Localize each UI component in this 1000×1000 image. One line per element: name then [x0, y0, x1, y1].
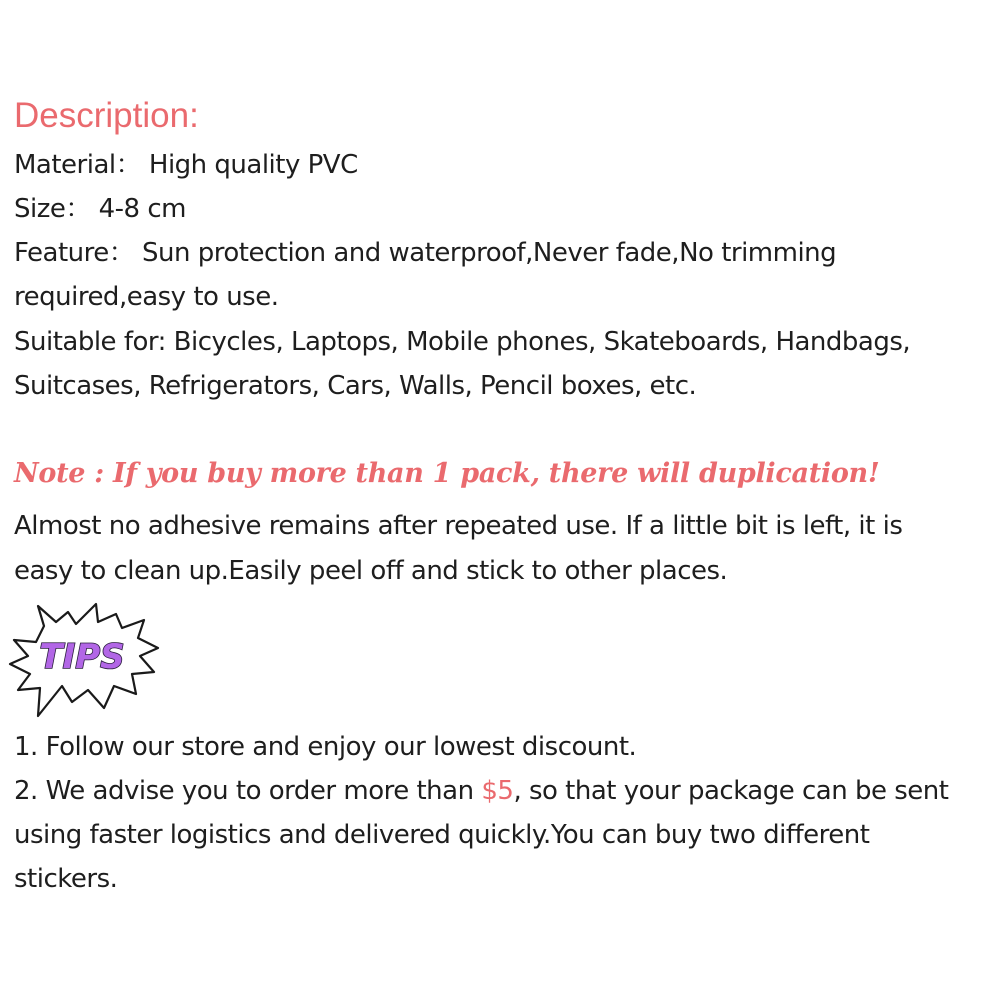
suitable-line-2: Suitcases, Refrigerators, Cars, Walls, Pencil boxes, etc.	[14, 371, 697, 401]
tip-item-2-suffix: , so that your package can be sent	[513, 776, 949, 806]
description-heading: Description:	[14, 96, 199, 135]
tip-item-2-prefix: 2. We advise you to order more than	[14, 776, 482, 806]
suitable-line-1: Suitable for: Bicycles, Laptops, Mobile phones, Skateboards, Handbags,	[14, 327, 911, 357]
tip-item-1: 1. Follow our store and enjoy our lowest discount.	[14, 732, 637, 762]
tips-badge-label: TIPS	[39, 637, 125, 677]
minimum-order-price: $5	[481, 776, 514, 806]
tip-item-2	[14, 769, 948, 813]
size-line: Size： 4-8 cm	[14, 194, 186, 224]
feature-line-1: Feature： Sun protection and waterproof,Never fade,No trimming	[14, 238, 837, 268]
adhesive-line-2: easy to clean up.Easily peel off and stick to other places.	[14, 556, 728, 586]
tip-item-2-line-2: using faster logistics and delivered quickly.You can buy two different	[14, 820, 870, 850]
tip-item-2-line-3: stickers.	[14, 864, 118, 894]
material-line: Material： High quality PVC	[14, 150, 358, 180]
adhesive-line-1: Almost no adhesive remains after repeated use. If a little bit is left, it is	[14, 511, 903, 541]
duplication-note: Note : If you buy more than 1 pack, there will duplication!	[14, 458, 880, 489]
feature-line-2: required,easy to use.	[14, 282, 279, 312]
tips-badge-icon	[4, 598, 164, 718]
